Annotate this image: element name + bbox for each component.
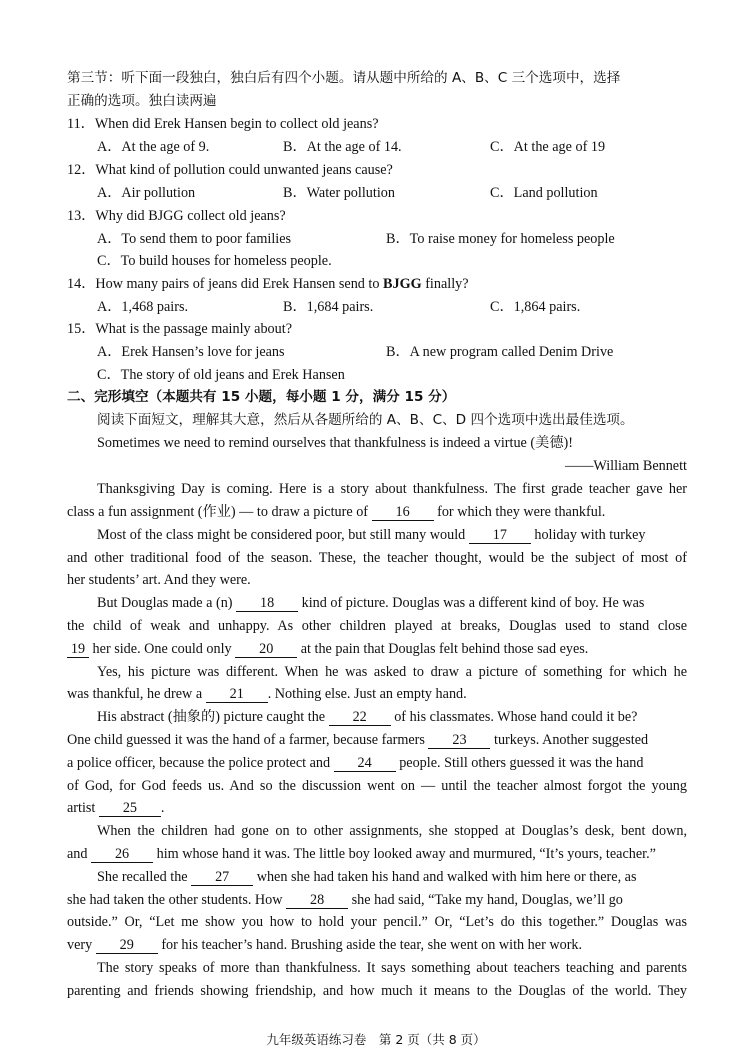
passage-line: She recalled the 27 when she had taken his hand and walked with him here or there, as [97, 869, 637, 885]
blank-16: 16 [372, 504, 434, 521]
passage-line: The story speaks of more than thankfulness. It says something about teachers teaching and parents [97, 960, 687, 976]
passage-line: very 29 for his teacher’s hand. Brushing aside the tear, she went on with her work. [67, 937, 583, 953]
q14-option-b: B．1,684 pairs. [283, 299, 374, 315]
passage-line: a police officer, because the police protect and 24 people. Still others guessed it was the hand [67, 755, 644, 771]
q13-option-c: C．To build houses for homeless people. [97, 253, 332, 269]
question-12: 12．What kind of pollution could unwanted jeans cause? [67, 162, 393, 178]
passage-line: Thanksgiving Day is coming. Here is a story about thankfulness. The first grade teacher gave her [97, 481, 687, 497]
q15-option-b: B．A new program called Denim Drive [386, 344, 614, 360]
q12-option-c: C．Land pollution [490, 185, 598, 201]
q15-option-a: A．Erek Hansen’s love for jeans [97, 344, 285, 360]
passage-line: artist 25 . [67, 800, 165, 816]
q12-option-b: B．Water pollution [283, 185, 395, 201]
passage-line: class a fun assignment (作业) — to draw a picture of 16 for which they were thankful. [67, 504, 606, 520]
q11-option-c: C．At the age of 19 [490, 139, 606, 155]
passage-line: Yes, his picture was different. When he was asked to draw a picture of something for which he [97, 664, 687, 680]
question-15: 15．What is the passage mainly about? [67, 321, 292, 337]
blank-26: 26 [91, 846, 153, 863]
quote-author: ——William Bennett [565, 458, 687, 474]
part2-instructions: 阅读下面短文，理解其大意，然后从各题所给的 A、B、C、D 四个选项中选出最佳选项。 [97, 412, 634, 428]
blank-25: 25 [99, 800, 161, 817]
page-footer: 九年级英语练习卷 第 2 页（共 8 页） [266, 1032, 486, 1047]
blank-19: 19 [67, 641, 89, 658]
passage-line: 19 her side. One could only 20 at the pain that Douglas felt behind those sad eyes. [67, 639, 689, 659]
question-13: 13．Why did BJGG collect old jeans? [67, 208, 286, 224]
part2-heading: 二、完形填空（本题共有 15 小题，每小题 1 分，满分 15 分） [67, 389, 456, 405]
section3-instructions-cont: 正确的选项。独白读两遍 [67, 93, 217, 109]
passage-line: was thankful, he drew a 21 . Nothing else. Just an empty hand. [67, 686, 467, 702]
blank-24: 24 [334, 755, 396, 772]
q11-option-b: B．At the age of 14. [283, 139, 402, 155]
passage-line: and 26 him whose hand it was. The little boy looked away and murmured, “It’s yours, teacher.” [67, 846, 656, 862]
blank-29: 29 [96, 937, 158, 954]
question-11: 11．When did Erek Hansen begin to collect old jeans? [67, 116, 379, 132]
blank-23: 23 [428, 732, 490, 749]
passage-line: parenting and friends showing friendship, and how much it means to the Douglas of the world. They [67, 983, 687, 999]
blank-20: 20 [235, 641, 297, 658]
q12-option-a: A．Air pollution [97, 185, 196, 201]
passage-line: she had taken the other students. How 28 she had said, “Take my hand, Douglas, we’ll go [67, 892, 623, 908]
blank-18: 18 [236, 595, 298, 612]
passage-line: her students’ art. And they were. [67, 572, 251, 588]
q15-option-c: C．The story of old jeans and Erek Hansen [97, 367, 345, 383]
section3-instructions: 第三节：听下面一段独白，独白后有四个小题。请从题中所给的 A、B、C 三个选项中，选择 [67, 70, 621, 86]
passage-line: His abstract (抽象的) picture caught the 22 of his classmates. Whose hand could it be? [97, 709, 638, 725]
blank-17: 17 [469, 527, 531, 544]
q13-option-a: A．To send them to poor families [97, 231, 292, 247]
passage-line: and other traditional food of the season. These, the teacher thought, would be the subject of most of [67, 550, 687, 566]
blank-21: 21 [206, 686, 268, 703]
passage-line: When the children had gone on to other assignments, she stopped at Douglas’s desk, bent down, [97, 823, 687, 839]
passage-line: outside.” Or, “Let me show you how to hold your pencil.” Or, “Let’s do this together.” Douglas was [67, 914, 687, 930]
blank-22: 22 [329, 709, 391, 726]
q14-option-c: C．1,864 pairs. [490, 299, 581, 315]
q14-option-a: A．1,468 pairs. [97, 299, 189, 315]
quote: Sometimes we need to remind ourselves that thankfulness is indeed a virtue (美德)! [97, 435, 573, 451]
question-14: 14．How many pairs of jeans did Erek Hansen send to BJGG finally? [67, 276, 469, 292]
passage-line: the child of weak and unhappy. As other children played at breaks, Douglas used to stand close [67, 618, 687, 634]
passage-line: Most of the class might be considered poor, but still many would 17 holiday with turkey [97, 527, 646, 543]
blank-28: 28 [286, 892, 348, 909]
q13-option-b: B．To raise money for homeless people [386, 231, 615, 247]
q11-option-a: A．At the age of 9. [97, 139, 210, 155]
blank-27: 27 [191, 869, 253, 886]
passage-line: of God, for God feeds us. And so the discussion went on — until the teacher almost forgot the young [67, 778, 687, 794]
passage-line: One child guessed it was the hand of a farmer, because farmers 23 turkeys. Another suggested [67, 732, 649, 748]
passage-line: But Douglas made a (n) 18 kind of picture. Douglas was a different kind of boy. He was [97, 595, 645, 611]
